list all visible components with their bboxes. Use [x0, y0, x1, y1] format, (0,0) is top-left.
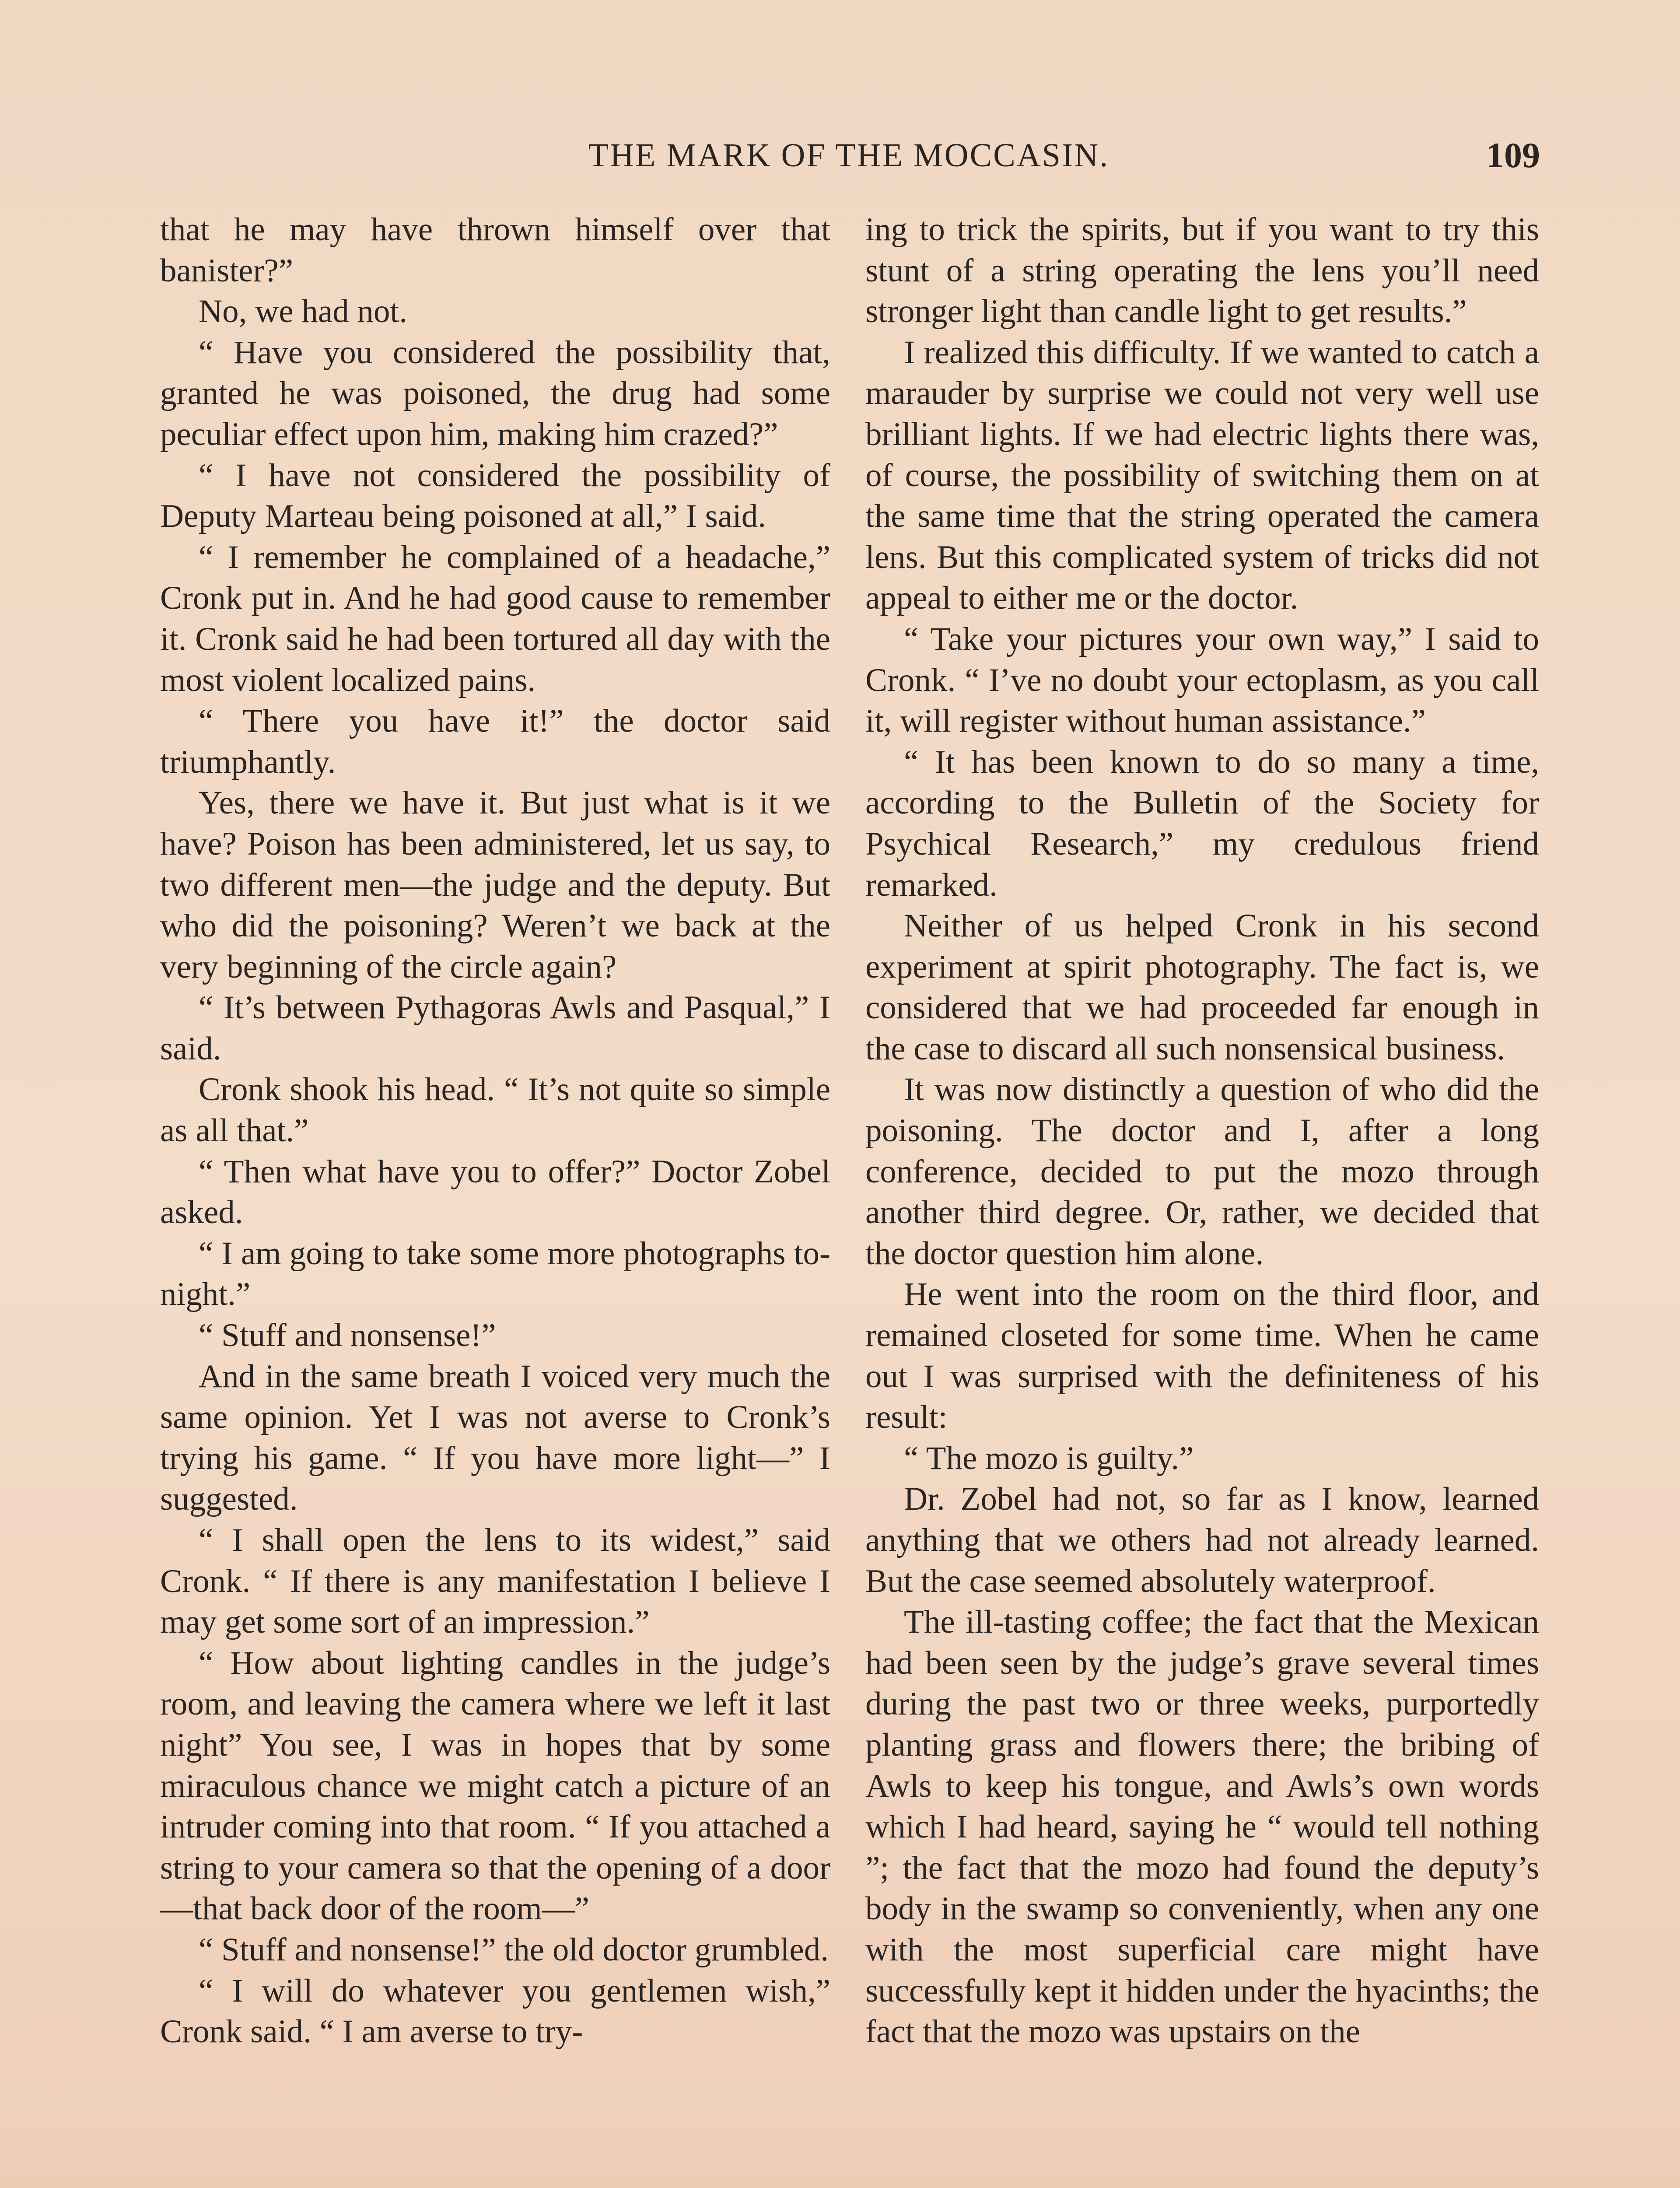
paragraph: that he may have thrown himself over that banister?” — [160, 211, 830, 289]
paragraph: “ I am going to take some more photographs to-night.” — [160, 1235, 830, 1313]
right-column — [865, 209, 1539, 2052]
paragraph: “ The mozo is guilty.” — [904, 1440, 1194, 1476]
paragraph: “ I have not considered the possibility of Deputy Marteau being poisoned at all,” I said. — [160, 457, 830, 535]
paragraph: “ Then what have you to offer?” Doctor Zobel asked. — [160, 1153, 830, 1231]
paragraph: And in the same breath I voiced very much the same opinion. Yet I was not averse to Cronk’s trying his game. “ If you have more light—” I suggested. — [160, 1358, 830, 1518]
paragraph: “ I will do whatever you gentlemen wish,” Cronk said. “ I am averse to try- — [160, 1972, 830, 2050]
paragraph: “ Have you considered the possibility that, granted he was poisoned, the drug had some peculiar effect upon him, making him crazed?” — [160, 334, 830, 452]
paragraph: Dr. Zobel had not, so far as I know, learned anything that we others had not already learned. But the case seemed absolutely waterproof. — [865, 1481, 1539, 1599]
paragraph: Yes, there we have it. But just what is it we have? Poison has been administered, let us say, to two different men—the judge and the deputy. But who did the poisoning? Weren’t we back at the very beginning of the circle again? — [160, 785, 830, 985]
paragraph: “ Stuff and nonsense!” the old doctor grumbled. — [199, 1931, 829, 1968]
paragraph: “ It has been known to do so many a time, according to the Bulletin of the Society for Psychical Research,” my credulous friend remarked. — [865, 743, 1539, 903]
running-head — [158, 131, 1540, 179]
paragraph: No, we had not. — [199, 293, 407, 330]
paragraph: “ Stuff and nonsense!” — [199, 1317, 496, 1354]
paragraph: “ I remember he complained of a headache,” Cronk put in. And he had good cause to remember it. Cronk said he had been tortured all day with the most violent localized pains. — [160, 539, 830, 698]
running-head-title: THE MARK OF THE MOCCASIN. — [588, 137, 1110, 174]
page-number: 109 — [1486, 135, 1540, 175]
paragraph: The ill-tasting coffee; the fact that the Mexican had been seen by the judge’s grave several times during the past two or three weeks, purportedly planting grass and flowers there; the bribing of Awls to keep his tongue, and Awls’s own words which I had heard, saying he “ would tell nothing ”; the fact that the mozo had found the deputy’s body in the swamp so conveniently, when any one with the most superficial care might have successfully kept it hidden under the hyacinths; the fact that the mozo was upstairs on the — [865, 1604, 1539, 2050]
paragraph: “ I shall open the lens to its widest,” said Cronk. “ If there is any manifestation I believe I may get some sort of an impression.” — [160, 1522, 830, 1641]
paragraph: “ How about lighting candles in the judge’s room, and leaving the camera where we left it last night” You see, I was in hopes that by some miraculous chance we might catch a picture of an intruder coming into that room. “ If you attached a string to your camera so that the opening of a door—that back door of the room—” — [160, 1645, 830, 1927]
paragraph: Neither of us helped Cronk in his second experiment at spirit photography. The fact is, we considered that we had proceeded far enough in the case to discard all such nonsensical business. — [865, 908, 1539, 1067]
paragraph: “ Take your pictures your own way,” I said to Cronk. “ I’ve no doubt your ectoplasm, as you call it, will register without human assistance.” — [865, 621, 1539, 740]
paragraph: He went into the room on the third floor, and remained closeted for some time. When he came out I was surprised with the definiteness of his result: — [865, 1276, 1539, 1436]
left-column — [160, 209, 830, 2052]
paragraph: It was now distinctly a question of who did the poisoning. The doctor and I, after a long conference, decided to put the mozo through another third degree. Or, rather, we decided that the doctor question him alone. — [865, 1071, 1539, 1272]
paragraph: ing to trick the spirits, but if you want to try this stunt of a string operating the lens you’ll need stronger light than candle light to get results.” — [865, 211, 1539, 330]
paragraph: I realized this difficulty. If we wanted to catch a marauder by surprise we could not very well use brilliant lights. If we had electric lights there was, of course, the possibility of switching them on at the same time that the string operated the camera lens. But this complicated system of tricks did not appeal to either me or the doctor. — [865, 334, 1539, 617]
paragraph: “ It’s between Pythagoras Awls and Pasqual,” I said. — [160, 989, 830, 1067]
paragraph: Cronk shook his head. “ It’s not quite so simple as all that.” — [160, 1071, 830, 1149]
paragraph: “ There you have it!” the doctor said triumphantly. — [160, 703, 830, 780]
